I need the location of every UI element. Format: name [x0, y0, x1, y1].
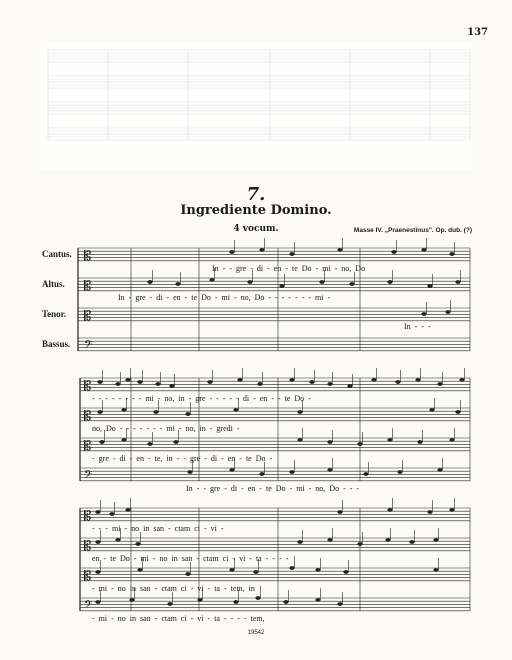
note-head [385, 538, 390, 542]
note-head [121, 408, 126, 412]
lyric-s3-altus: en - te Do - mi - no in san - ctam ci - vi - ta - - - - [92, 554, 289, 563]
note-head [337, 248, 342, 252]
note-head [387, 438, 392, 442]
note-head [99, 440, 104, 444]
note-head [121, 438, 126, 442]
clef: 𝄡 [84, 409, 92, 424]
lyric-s1-bassus: In - - - [404, 322, 431, 331]
note-head [297, 410, 302, 414]
note-head [233, 600, 238, 604]
clef: 𝄢 [84, 339, 93, 354]
note-head [459, 378, 464, 382]
note-head [395, 380, 400, 384]
note-head [421, 312, 426, 316]
note-head [349, 282, 354, 286]
note-head [257, 382, 262, 386]
lyric-s2-bassus: In - - gre - di - en - te Do - mi - no, Do - - - [186, 484, 360, 493]
note-head [433, 538, 438, 542]
note-head [95, 600, 100, 604]
note-head [233, 408, 238, 412]
note-head [185, 572, 190, 576]
note-head [167, 602, 172, 606]
note-head [283, 600, 288, 604]
note-head [337, 510, 342, 514]
note-head [97, 410, 102, 414]
note-head [125, 508, 130, 512]
note-head [255, 596, 260, 600]
note-head [437, 382, 442, 386]
note-head [247, 280, 252, 284]
clef: 𝄡 [84, 309, 92, 324]
note-head [437, 468, 442, 472]
note-head [95, 570, 100, 574]
note-head [253, 570, 258, 574]
note-head [95, 540, 100, 544]
note-head [125, 378, 130, 382]
note-head [115, 382, 120, 386]
clef: 𝄢 [84, 469, 93, 484]
note-head [229, 250, 234, 254]
clef: 𝄡 [84, 439, 92, 454]
note-head [327, 440, 332, 444]
note-head [357, 542, 362, 546]
note-head [229, 468, 234, 472]
note-head [155, 382, 160, 386]
note-head [387, 508, 392, 512]
clef: 𝄡 [84, 379, 92, 394]
note-head [347, 384, 352, 388]
note-head [449, 438, 454, 442]
note-head [343, 570, 348, 574]
clef: 𝄡 [84, 279, 92, 294]
note-head [289, 378, 294, 382]
lyric-s3-bassus: - mi - no in san - ctam ci - vi - ta - - - - tem, [92, 614, 265, 623]
note-head [427, 510, 432, 514]
lyric-s2-cantus: - - - - - - - - mi - no, in - gre - - - - - di - en - - te Do - [92, 394, 311, 403]
note-head [97, 380, 102, 384]
note-head [409, 540, 414, 544]
note-head [173, 440, 178, 444]
voice-name-bassus: Bassus. [42, 339, 71, 349]
note-head [327, 468, 332, 472]
note-head [207, 380, 212, 384]
note-head [289, 470, 294, 474]
voices-count: 4 vocum. [233, 224, 279, 234]
note-head [259, 248, 264, 252]
note-head [147, 442, 152, 446]
page-number: 137 [467, 27, 488, 38]
lyric-s2-tenor: - gre - di - en - te, in - - gre - di - en - te Do - [92, 454, 273, 463]
note-head [391, 250, 396, 254]
note-head [129, 598, 134, 602]
note-head [397, 470, 402, 474]
lyric-s2-altus: no, Do - - - - - - - mi - no, in - gredi - [92, 424, 240, 433]
note-head [153, 410, 158, 414]
note-head [147, 280, 152, 284]
note-head [327, 382, 332, 386]
clef: 𝄢 [84, 599, 93, 614]
note-head [137, 380, 142, 384]
note-head [337, 602, 342, 606]
note-head [319, 280, 324, 284]
note-head [237, 378, 242, 382]
note-head [363, 472, 368, 476]
lyric-s3-tenor: - mi - no in san - ctam ci - vi - ta - tem, in [92, 584, 255, 593]
note-head [427, 284, 432, 288]
note-head [95, 510, 100, 514]
note-head [197, 598, 202, 602]
voice-name-cantus: Cantus. [42, 249, 72, 259]
note-head [387, 280, 392, 284]
clef: 𝄡 [84, 509, 92, 524]
note-head [115, 538, 120, 542]
piece-number: 7. [246, 184, 266, 205]
note-head [209, 278, 214, 282]
clef: 𝄡 [84, 249, 92, 264]
note-head [289, 252, 294, 256]
note-head [433, 568, 438, 572]
piece-title: Ingrediente Domino. [180, 203, 332, 218]
note-head [315, 598, 320, 602]
note-head [449, 252, 454, 256]
note-head [415, 378, 420, 382]
note-head [429, 408, 434, 412]
note-head [229, 568, 234, 572]
lyric-s1-cantus: In - - gre - di - en - te Do - mi - no, Do [212, 264, 366, 273]
plate-number: 19542 [247, 630, 265, 636]
note-head [109, 512, 114, 516]
note-head [289, 566, 294, 570]
note-head [455, 280, 460, 284]
note-head [455, 410, 460, 414]
note-head [175, 282, 180, 286]
lyric-s3-cantus: - - - mi - no in san - ctam ci - vi - [92, 524, 224, 533]
note-head [135, 542, 140, 546]
source-reference: Masse IV. „Praenestinus". Op. dub. (?) [353, 227, 472, 234]
note-head [279, 284, 284, 288]
clef: 𝄡 [84, 569, 92, 584]
note-head [449, 508, 454, 512]
voice-name-altus: Altus. [42, 279, 65, 289]
lyric-s1-altus: In - gre - di - en - te Do - mi - no, Do - - - - - - - mi - [118, 293, 331, 302]
note-head [169, 384, 174, 388]
note-head [417, 440, 422, 444]
note-head [309, 380, 314, 384]
note-head [421, 248, 426, 252]
note-head [357, 442, 362, 446]
note-head [187, 470, 192, 474]
note-head [185, 412, 190, 416]
note-head [371, 378, 376, 382]
note-head [137, 568, 142, 572]
note-head [327, 538, 332, 542]
note-head [315, 568, 320, 572]
note-head [297, 540, 302, 544]
clef: 𝄡 [84, 539, 92, 554]
voice-name-tenor: Tenor. [42, 309, 67, 319]
note-head [445, 310, 450, 314]
note-head [297, 438, 302, 442]
note-head [259, 472, 264, 476]
